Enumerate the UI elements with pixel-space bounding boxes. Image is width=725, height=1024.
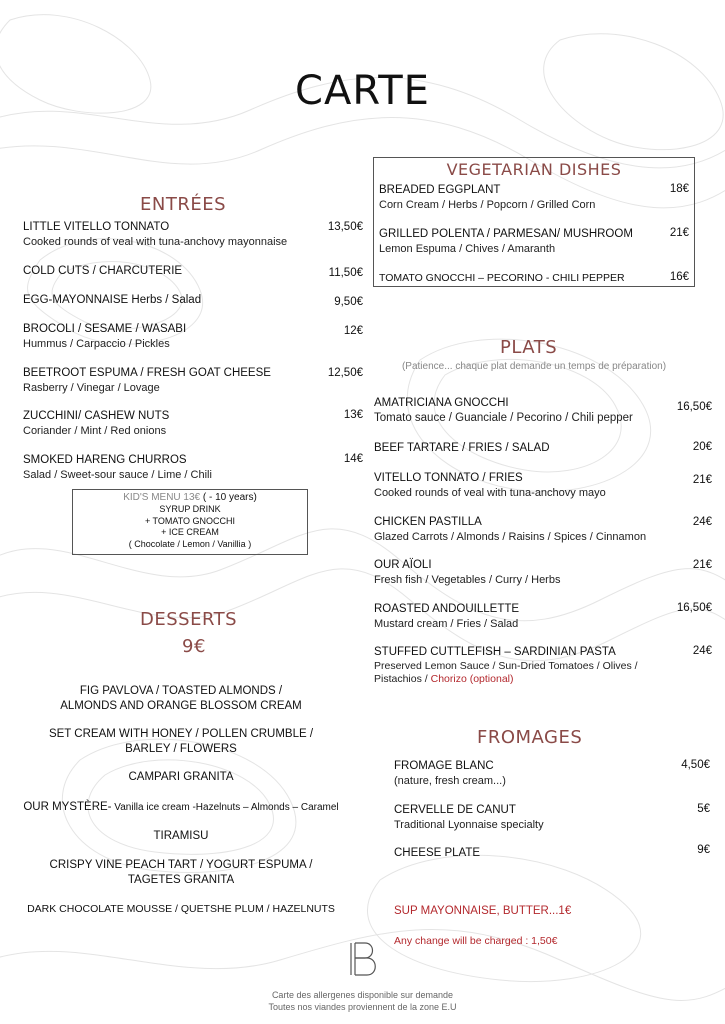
- menu-item: ZUCCHINI/ CASHEW NUTS Coriander / Mint / Red onions 13€: [23, 409, 363, 437]
- entrees-heading: ENTRÉES: [140, 194, 227, 215]
- dessert-item: CRISPY VINE PEACH TART / YOGURT ESPUMA / TAGETES GRANITA: [49, 859, 313, 886]
- plats-heading: PLATS: [500, 337, 558, 358]
- price: 20€: [692, 441, 712, 453]
- price: 16,50€: [676, 602, 712, 614]
- dessert-item: FIG PAVLOVA / TOASTED ALMONDS / ALMONDS AND ORANGE BLOSSOM CREAM: [60, 685, 302, 712]
- price: 21€: [692, 559, 712, 571]
- menu-item: TOMATO GNOCCHI – PECORINO - CHILI PEPPER 16€: [379, 271, 689, 284]
- plats-note: (Patience... chaque plat demande un temps de préparation): [401, 361, 667, 372]
- menu-item: AMATRICIANA GNOCCHI Tomato sauce / Guanciale / Pecorino / Chili pepper 16,50€: [374, 397, 712, 424]
- kids-menu-box: KID'S MENU 13€ ( - 10 years) SYRUP DRINK + TOMATO GNOCCHI + ICE CREAM ( Chocolate / Lemon / Vanillia ): [72, 489, 308, 555]
- menu-item: OUR AÏOLI Fresh fish / Vegetables / Curry / Herbs 21€: [374, 559, 712, 586]
- price: 13,50€: [327, 221, 363, 233]
- menu-item: BROCOLI / SESAME / WASABI Hummus / Carpaccio / Pickles 12€: [23, 323, 363, 350]
- change-charge-note: Any change will be charged : 1,50€: [394, 935, 558, 947]
- menu-item: LITTLE VITELLO TONNATO Cooked rounds of veal with tuna-anchovy mayonnaise 13,50€: [23, 221, 363, 248]
- price: 5€: [697, 803, 710, 815]
- price: 11,50€: [328, 267, 363, 279]
- price: 21€: [669, 227, 689, 239]
- dessert-item: DARK CHOCOLATE MOUSSE / QUETSHE PLUM / HAZELNUTS: [27, 903, 335, 915]
- price: 24€: [692, 516, 712, 528]
- menu-item: FROMAGE BLANC (nature, fresh cream...) 4,50€: [394, 759, 710, 787]
- price: 21€: [692, 474, 712, 486]
- dessert-item: CAMPARI GRANITA: [128, 771, 234, 783]
- menu-item: SMOKED HARENG CHURROS Salad / Sweet-sour sauce / Lime / Chili 14€: [23, 453, 363, 481]
- menu-item: EGG-MAYONNAISE Herbs / Salad 9,50€: [23, 294, 363, 308]
- menu-item: GRILLED POLENTA / PARMESAN/ MUSHROOM Lemon Espuma / Chives / Amaranth 21€: [379, 227, 689, 255]
- price: 4,50€: [681, 759, 710, 771]
- menu-item: STUFFED CUTTLEFISH – SARDINIAN PASTA Preserved Lemon Sauce / Sun-Dried Tomatoes / Olives / Pistachios / Chorizo (optional) 24€: [374, 645, 712, 685]
- dessert-item: TIRAMISU: [153, 830, 209, 842]
- footer-origin: Toutes nos viandes proviennent de la zone E.U: [268, 1002, 457, 1012]
- menu-item: BREADED EGGPLANT Corn Cream / Herbs / Popcorn / Grilled Corn 18€: [379, 183, 689, 211]
- fromages-heading: FROMAGES: [477, 727, 583, 748]
- price: 16€: [669, 271, 689, 283]
- price: 13€: [343, 409, 363, 421]
- kids-menu-title: KID'S MENU 13€ ( - 10 years): [123, 492, 257, 503]
- price: 9,50€: [334, 296, 363, 308]
- supplement-note: SUP MAYONNAISE, BUTTER...1€: [394, 905, 572, 917]
- price: 18€: [669, 183, 689, 195]
- menu-item: BEEF TARTARE / FRIES / SALAD 20€: [374, 441, 712, 454]
- price: 12€: [343, 325, 363, 337]
- menu-item: COLD CUTS / CHARCUTERIE 11,50€: [23, 265, 363, 279]
- footer-allergens: Carte des allergenes disponible sur demande: [271, 990, 454, 1000]
- desserts-price: 9€: [182, 636, 206, 657]
- menu-item: CHICKEN PASTILLA Glazed Carrots / Almonds / Raisins / Spices / Cinnamon 24€: [374, 516, 712, 543]
- price: 16,50€: [676, 401, 712, 413]
- price: 14€: [343, 453, 363, 465]
- brand-logo: [345, 941, 381, 977]
- menu-item: CHEESE PLATE 9€: [394, 844, 710, 859]
- vegetarian-heading: VEGETARIAN DISHES: [446, 160, 622, 179]
- desserts-heading: DESSERTS: [140, 609, 238, 630]
- price: 9€: [697, 844, 710, 856]
- price: 12,50€: [327, 367, 363, 379]
- menu-item: VITELLO TONNATO / FRIES Cooked rounds of veal with tuna-anchovy mayo 21€: [374, 472, 712, 499]
- menu-item: ROASTED ANDOUILLETTE Mustard cream / Fries / Salad 16,50€: [374, 602, 712, 630]
- price: 24€: [692, 645, 712, 657]
- dessert-item: OUR MYSTÈRE- Vanilla ice cream -Hazelnuts – Almonds – Caramel: [23, 801, 339, 813]
- menu-item: BEETROOT ESPUMA / FRESH GOAT CHEESE Rasberry / Vinegar / Lovage 12,50€: [23, 367, 363, 394]
- menu-item: CERVELLE DE CANUT Traditional Lyonnaise specialty 5€: [394, 803, 710, 831]
- page-title: CARTE: [295, 68, 430, 114]
- dessert-item: SET CREAM WITH HONEY / POLLEN CRUMBLE / BARLEY / FLOWERS: [48, 728, 314, 755]
